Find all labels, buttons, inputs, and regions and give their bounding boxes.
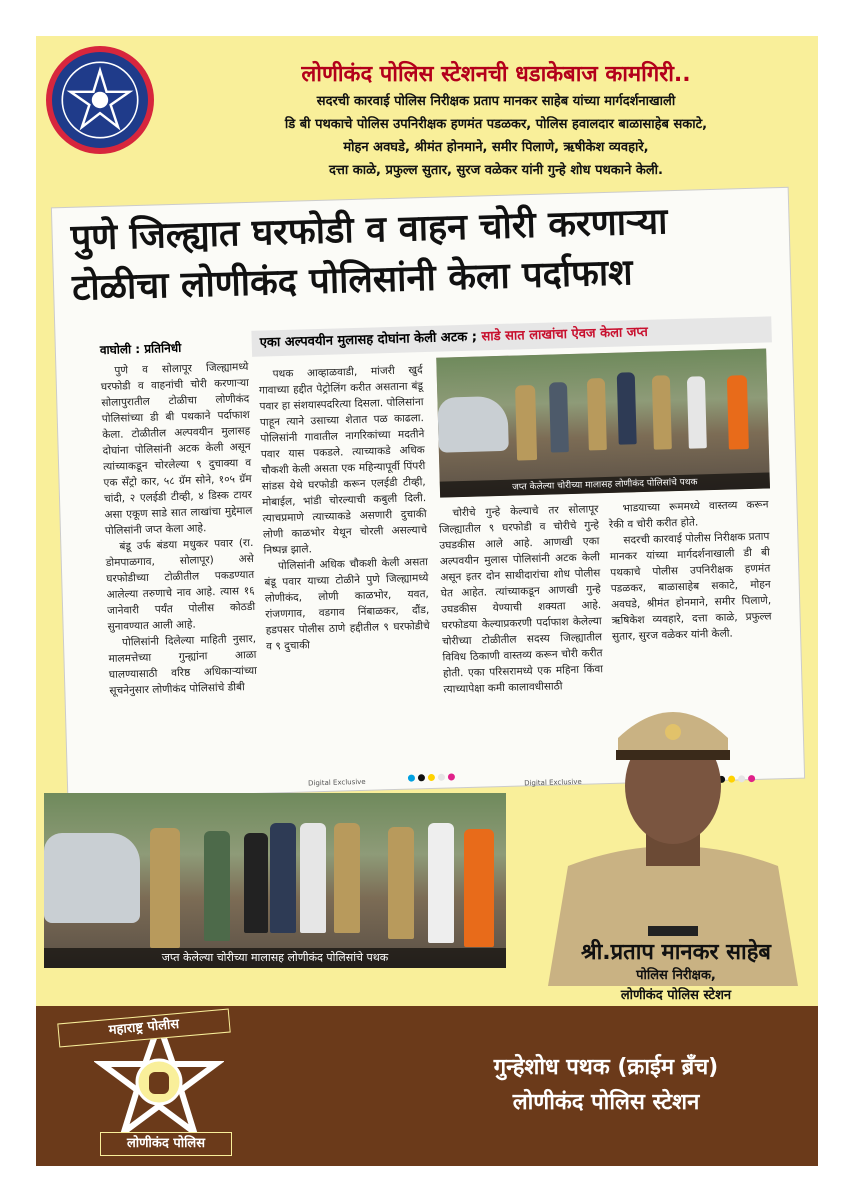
emblem-top-label: महाराष्ट्र पोलीस [57,1009,230,1048]
police-logo-icon [46,46,154,154]
newspaper-photo [436,349,770,498]
paragraph: पुणे व सोलापूर जिल्ह्यामध्ये घरफोडी व वाहनांची चोरी करणाऱ्या सोलापुरातील टोळीचा लोणीकंद पोलिसांच्या डी बी पथकाने पर्दाफाश केला. टोळीतील अल्पवयीन मुलासह दोघांना पोलिसांनी अटक केली असून त्यांच्याकडून चोरलेल्या ९ दुचाक्या व एक सँट्रो कार, ५८ ग्रॅम सोने, १०५ ग्रॅम चांदी, २ एलईडी टीव्ही, ४ डिस्क टायर असा एकूण साडे सात लाखांचा मुद्देमाल पोलिसांनी जप्त केला आहे. [100,360,253,538]
paragraph: पोलिसांनी दिलेल्या माहिती नुसार, मालमत्तेच्या गुन्ह्यांना आळा घालण्यासाठी वरिष्ठ अधिकाऱ्यांच्या सूचनेनुसार लोणीकंद पोलिसांचे डीबी [108,632,258,697]
maharashtra-police-emblem [56,996,256,1161]
poster [36,36,818,1166]
article-column-3 [438,501,603,697]
digital-exclusive-label: Digital Exclusive [307,777,366,788]
photo-caption: जप्त केलेल्या चोरीच्या मालासह लोणीकंद पोलिसांचे पथक [440,472,770,497]
paragraph: पोलिसांनी अधिक चौकशी केली असता बंडू पवार याच्या टोळीने पुणे जिल्ह्यामध्ये लोणीकंद, लोणी काळभोर, यवत, रांजणगाव, वडगाव निंबाळकर, दौंड, हडपसर पोलीस ठाणे हद्दीतील ९ घरफोडीचे व ९ दुचाकी [264,556,430,653]
footer-subtitle: लोणीकंद पोलिस स्टेशन [512,1090,700,1115]
credit-line: डि बी पथकाचे पोलिस उपनिरीक्षक हणमंत पडळकर, पोलिस हवालदार बाळासाहेब सकाटे, [284,117,708,132]
headline-line: टोळीचा लोणीकंद पोलिसांनी केला पर्दाफाश [71,252,634,309]
credit-line: सदरची कारवाई पोलिस निरीक्षक प्रताप मानकर साहेब यांच्या मार्गदर्शनाखाली [316,94,676,109]
officer-station: लोणीकंद पोलिस स्टेशन [620,988,732,1003]
sub-headline-black: एका अल्पवयीन मुलासह दोघांना केली अटक ; [259,329,478,351]
team-photo [44,793,506,968]
photo-caption: जप्त केलेल्या चोरीच्या मालासह लोणीकंद पोलिसांचे पथक [44,948,506,968]
officer-name-block [536,936,816,1006]
officer-designation: पोलिस निरीक्षक, [636,968,716,983]
print-registration-dots [408,773,455,781]
sub-headline-red: साडे सात लाखांचा ऐवज केला जप्त [481,324,649,345]
credit-line: मोहन अवघडे, श्रीमंत होनमाने, समीर पिलाणे, ऋषीकेश व्यवहारे, [343,140,649,155]
header-credits [176,90,816,182]
digital-exclusive-label: Digital Exclusive [524,777,582,788]
paragraph: चोरीचे गुन्हे केल्याचे तर सोलापूर जिल्ह्यातील ९ घरफोडी व चोरीचे गुन्हे उघडकीस आले आहे. आणखी एका अल्पवयीन मुलास पोलिसांनी अटक केली असून इतर दोन साथीदारांचा शोध पोलीस घेत आहेत. त्यांच्याकडून आणखी गुन्हे उघडकीस येण्याची शक्यता आहे. घरफोडया केल्याप्रकरणी पर्दाफाश केलेल्या चोरीच्या टोळीतील सदस्य जिल्ह्यातील विविध ठिकाणी वास्तव्य करून चोरी करीत होती. एका परिसरामध्ये एक महिना किंवा त्याच्यापेक्षा कमी कालावधीसाठी [438,503,604,696]
article-column-2 [258,362,430,654]
emblem-bottom-label: लोणीकंद पोलिस [100,1132,232,1156]
headline-line: पुणे जिल्ह्यात घरफोडी व वाहन चोरी करणाऱ्या [70,201,668,259]
article-column-4 [608,497,772,645]
paragraph: बंडू उर्फ बंडया मधुकर पवार (रा. डोमपाळगाव, सोलापूर) असे घरफोडीच्या टोळीतील पकडण्यात आलेल्या तरुणाचे नाव आहे. त्यास १६ जानेवारी पर्यंत पोलीस कोठडी सुनावण्यात आली आहे. [105,536,256,633]
page-title: लोणीकंद पोलिस स्टेशनची धडाकेबाज कामगिरी.. [301,62,691,87]
dateline: वाघोली : प्रतिनिधी [99,340,182,358]
paragraph: सदरची कारवाई पोलीस निरीक्षक प्रताप मानकर यांच्या मार्गदर्शनाखाली डी बी पथकाचे पोलीस उपनिरीक्षक हणमंत पडळकर, बाळासाहेब सकाटे, मोहन अवघडे, श्रीमंत होनमाने, समीर पिलाणे, ऋषिकेश व्यवहारे, दत्ता काळे, प्रफुल्ल सुतार, सुरज वळेकर यांनी केली. [609,530,772,643]
newspaper-headline [70,194,773,314]
officer-name: श्री.प्रताप मानकर साहेब [581,940,771,965]
paragraph: पथक आव्हाळवाडी, मांजरी खुर्द गावाच्या हद्दीत पेट्रोलिंग करीत असताना बंडू पवार हा संशयास्पदरित्या दिसला. पोलिसांना पाहून त्याने उसाच्या शेतात पळ काढला. पोलिसांनी गावातील नागरिकांच्या मदतीने पवार यास पकडले. त्याच्याकडे अधिक चौकशी केली असता एक महिन्यापूर्वी पिंपरी सांडस येथे घरफोडी करून एलईडी टीव्ही, मोबाईल, भांडी चोरल्याची कबुली दिली. त्याचप्रमाणे त्याच्याकडे असणारी दुचाकी लोणी काळभोर येथून चोरली असल्याचे निष्पन्न झाले. [258,364,428,557]
paragraph: भाडयाच्या रूममध्ये वास्तव्य करून रेकी व चोरी करीत होते. [608,498,769,531]
footer-title: गुन्हेशोध पथक (क्राईम ब्रँच) [493,1055,719,1080]
article-column-1 [100,359,257,699]
credit-line: दत्ता काळे, प्रफुल्ल सुतार, सुरज वळेकर यांनी गुन्हे शोध पथकाने केली. [329,163,663,178]
